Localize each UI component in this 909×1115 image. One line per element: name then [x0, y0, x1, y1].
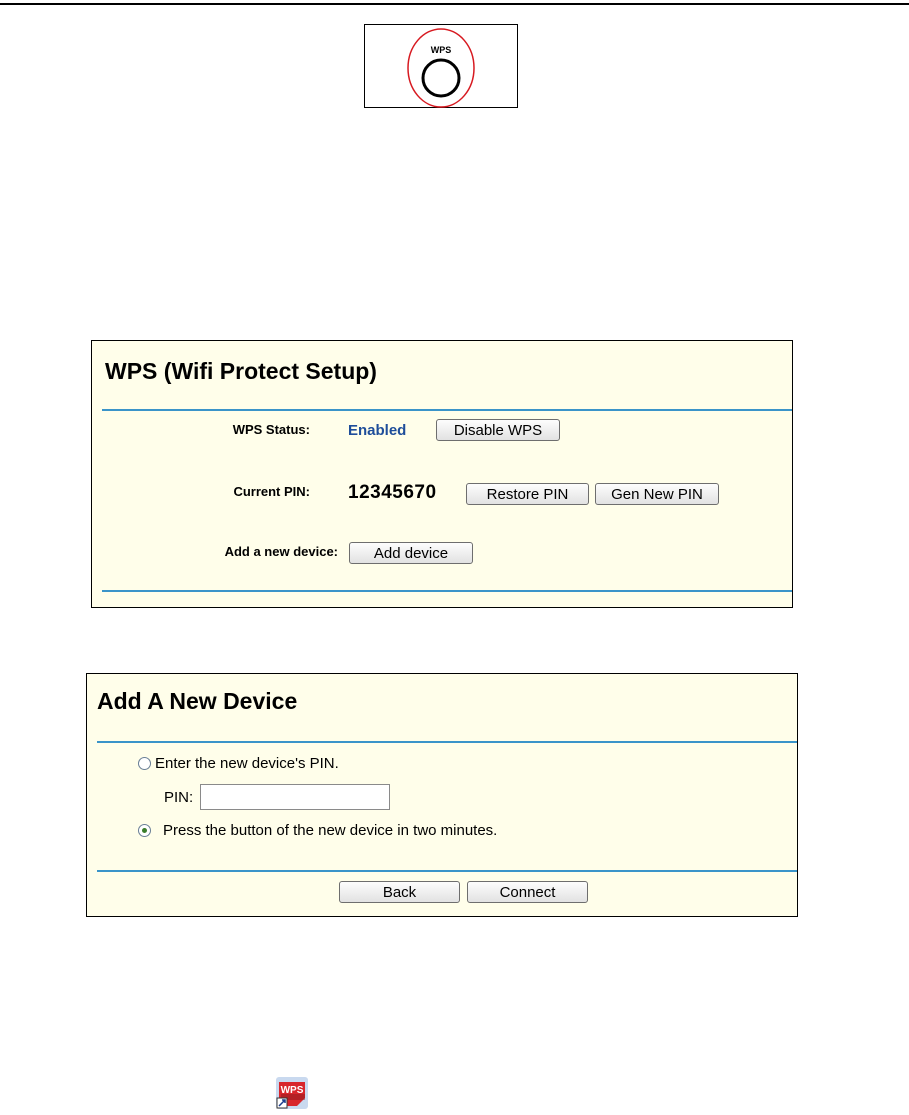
- add-device-label: Add a new device:: [224, 544, 338, 559]
- add-device-button[interactable]: Add device: [349, 542, 473, 564]
- wps-panel-bottom-rule: [102, 590, 792, 592]
- radio-selected-dot: [142, 828, 147, 833]
- wps-status-value: Enabled: [348, 422, 407, 439]
- current-pin-value: 12345670: [348, 482, 437, 503]
- wps-figure-label: WPS: [430, 45, 452, 55]
- enter-pin-option-label: Enter the new device's PIN.: [155, 755, 339, 772]
- current-pin-label: Current PIN:: [233, 484, 310, 499]
- add-panel-bottom-rule: [97, 870, 797, 872]
- restore-pin-button[interactable]: Restore PIN: [466, 483, 589, 505]
- wps-panel-top-rule: [102, 409, 792, 411]
- add-panel-top-rule: [97, 741, 797, 743]
- enter-pin-radio[interactable]: [138, 757, 151, 770]
- icon-label: WPS: [280, 1085, 304, 1096]
- push-button-option-label: Press the button of the new device in two minutes.: [163, 822, 498, 839]
- wps-button-figure: [364, 24, 518, 108]
- wps-push-button: [423, 60, 459, 96]
- pin-input[interactable]: [200, 784, 390, 810]
- disable-wps-button[interactable]: Disable WPS: [436, 419, 560, 441]
- wps-panel-title: WPS (Wifi Protect Setup): [105, 358, 377, 384]
- wps-button-illustration: [365, 25, 519, 109]
- push-button-radio[interactable]: [138, 824, 151, 837]
- back-button[interactable]: Back: [339, 881, 460, 903]
- page-header-rule: [0, 3, 909, 5]
- pin-field-label: PIN:: [164, 789, 194, 806]
- wps-shortcut-icon[interactable]: [275, 1076, 309, 1110]
- wps-settings-panel: [91, 340, 793, 608]
- gen-new-pin-button[interactable]: Gen New PIN: [595, 483, 719, 505]
- wps-app-icon: [275, 1076, 309, 1110]
- add-device-panel: [86, 673, 798, 917]
- add-device-panel-title: Add A New Device: [97, 688, 298, 714]
- connect-button[interactable]: Connect: [467, 881, 588, 903]
- wps-status-label: WPS Status:: [232, 422, 310, 437]
